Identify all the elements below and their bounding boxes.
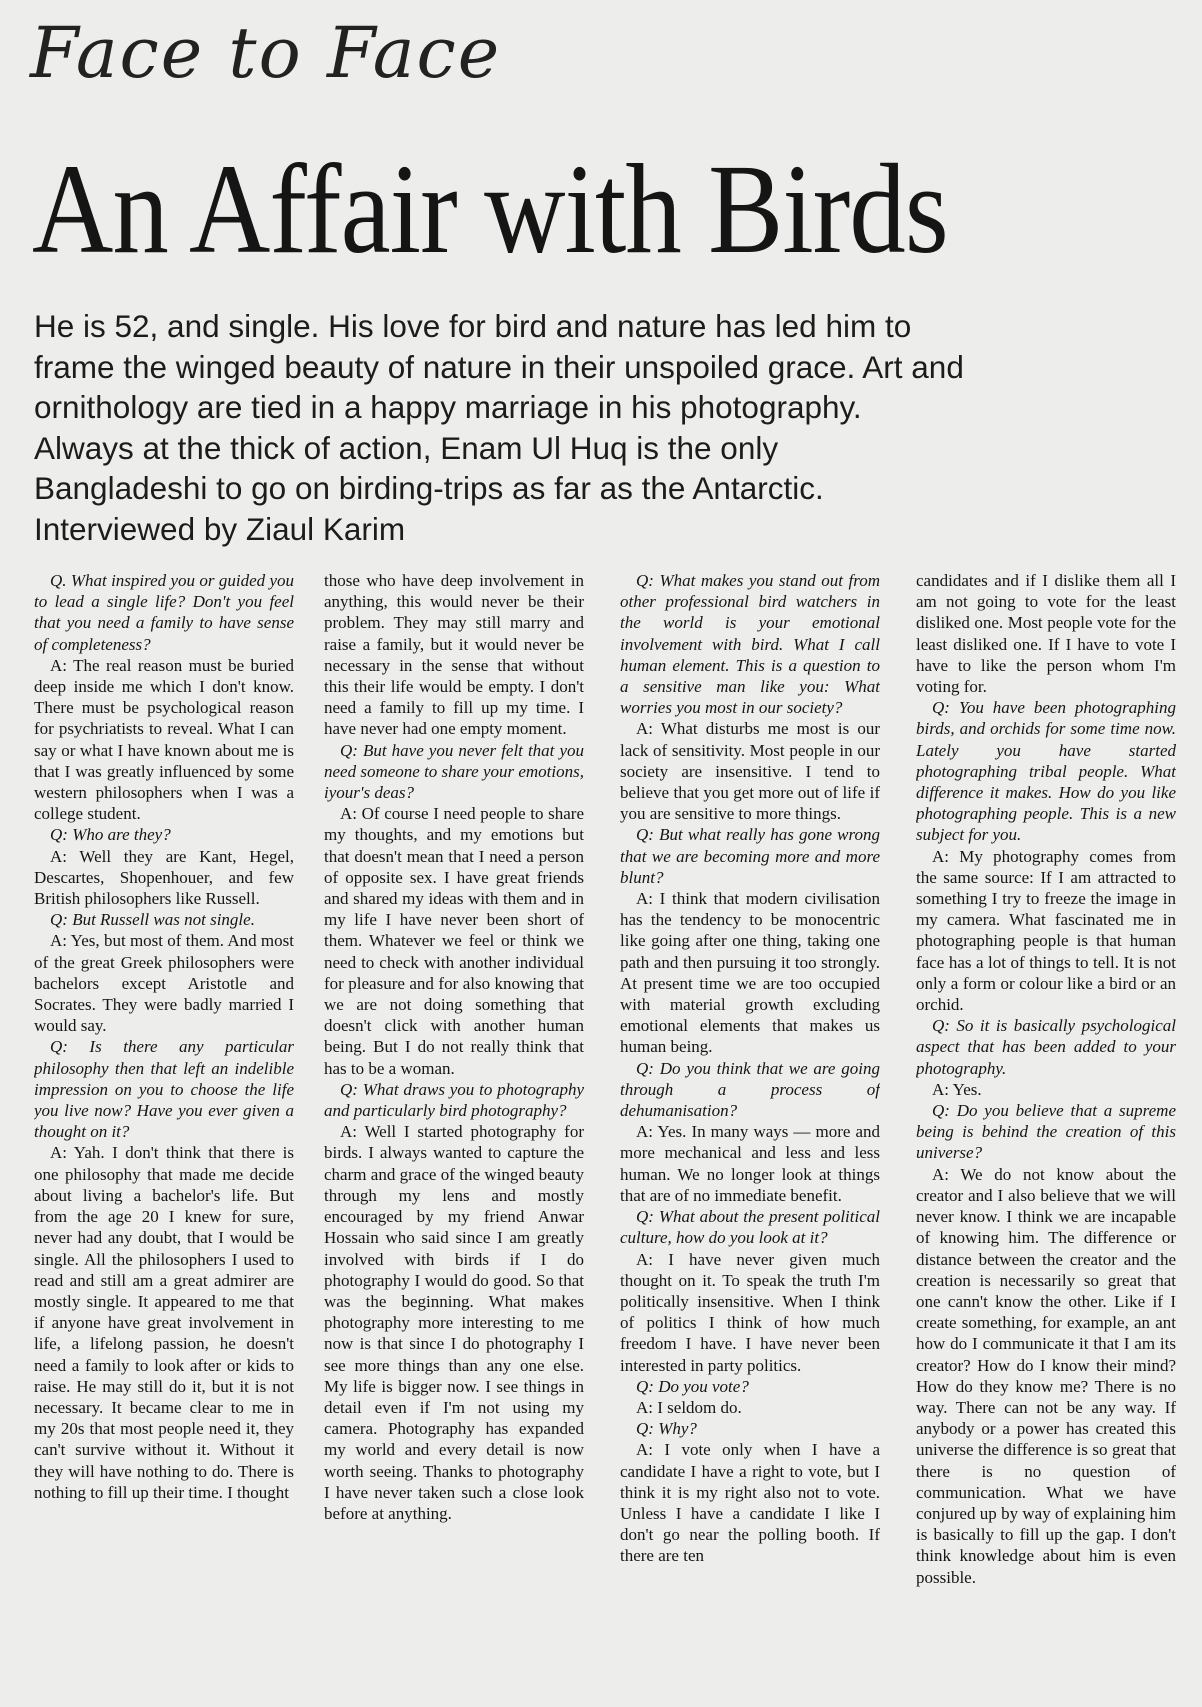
paragraph: Q: What draws you to photography and particularly bird photography?	[324, 1079, 584, 1121]
paragraph: A: We do not know about the creator and I also believe that we will never know. I think we are incapable of knowing him. The difference or distance between the creator and the creation is necessarily so great that one cann't know the other. Like if I create something, for example, an ant how do I communicate it that I am its creator? How do I know their mind? How do they know me? There is no way. There can not be any way. If anybody or a power has created this universe the difference is so great that there is no question of communication. What we have conjured up by way of explaining him is basically to fill up the gap. I don't think knowledge about him is even possible.	[916, 1164, 1176, 1587]
paragraph: Q: Do you vote?	[636, 1376, 749, 1396]
paragraph: A: My photography comes from the same source: If I am attracted to something I try to freeze the image in my camera. What fascinated me in photographing people is that human face has a lot of things to tell. It is not only a form or colour like a bird or an orchid.	[916, 846, 1176, 1015]
standfirst	[34, 306, 1139, 549]
column-3	[620, 570, 880, 1700]
paragraph: A: What disturbs me most is our lack of sensitivity. Most people in our society are insensitive. I tend to believe that you get more out of life if you are sensitive to more things.	[620, 719, 880, 824]
paragraph: Q: But have you never felt that you need someone to share your emotions, iyour's deas?	[324, 740, 584, 803]
paragraph: Q: Do you believe that a supreme being is behind the creation of this universe?	[916, 1101, 1176, 1163]
paragraph: Q: What about the present political culture, how do you look at it?	[620, 1207, 880, 1248]
column-2	[324, 570, 584, 1700]
paragraph: A: I seldom do.	[636, 1397, 742, 1417]
paragraph: Q: So it is basically psychological aspect that has been added to your photography.	[916, 1016, 1176, 1078]
paragraph: Q: You have been photographing birds, and orchids for some time now. Lately you have started photographing tribal people. What difference it makes. How do you like photographing people. This is a new subject for you.	[916, 698, 1176, 845]
paragraph: A: Well I started photography for birds. I always wanted to capture the charm and grace of the winged beauty through my lens and mostly encouraged by my friend Anwar Hossain who said since I am greatly involved with birds if I do photography I would do good. So that was the beginning. What makes photography more interesting to me now is that since I do photography I see more things than any one else. My life is bigger now. I see things in detail even if I'm not using my camera. Photography has expanded my world and every detail is now worth seeing. Thanks to photography I have never taken such a close look before at anything.	[324, 1122, 584, 1523]
standfirst-line: He is 52, and single. His love for bird and nature has led him to	[34, 308, 912, 344]
column-1	[34, 570, 294, 1700]
paragraph: Q: Why?	[636, 1419, 697, 1439]
standfirst-line: frame the winged beauty of nature in their unspoiled grace. Art and	[34, 348, 964, 385]
interview-columns	[34, 570, 1184, 1700]
paragraph: Q. What inspired you or guided you to lead a single life? Don't you feel that you need a family to have sense of completeness?	[34, 571, 294, 654]
standfirst-line: Always at the thick of action, Enam Ul Huq is the only	[34, 429, 779, 466]
paragraph: A: I think that modern civilisation has the tendency to be monocentric like going after one thing, taking one path and then pursuing it too strongly. At present time we are too occupied with material growth excluding emotional elements that makes us human being.	[620, 889, 880, 1057]
standfirst-line: Bangladeshi to go on birding-trips as far as the Antarctic.	[34, 470, 824, 506]
paragraph: A: I have never given much thought on it. To speak the truth I'm politically insensitive. When I think of politics I think of how much freedom I have. I have never been interested in party politics.	[620, 1249, 880, 1375]
column-4	[916, 570, 1176, 1700]
headline: An Affair with Birds	[32, 138, 948, 280]
paragraph: A: Well they are Kant, Hegel, Descartes, Shopenhouer, and few British philosophers like Russell.	[34, 846, 294, 909]
paragraph: A: Yes.	[932, 1079, 982, 1099]
paragraph: A: Yes. In many ways — more and more mechanical and less and less human. We no longer look at things that are of no immediate benefit.	[620, 1122, 880, 1205]
paragraph: A: Yah. I don't think that there is one philosophy that made me decide about living a bachelor's life. But from the age 20 I knew for sure, never had any doubt, that I would be single. All the philosophers I used to read and still am a great admirer are mostly single. It appeared to me that if anyone have great involvement in life, a lifelong passion, he doesn't need a family to look after or kids to raise. He may still do it, but it is not necessary. It became clear to me in my 20s that most people need it, they can't survive without it. Without it they will have nothing to do. There is nothing to fill up their time. I thought	[34, 1143, 294, 1502]
paragraph: Q: But what really has gone wrong that we are becoming more and more blunt?	[620, 825, 880, 887]
standfirst-byline: Interviewed by Ziaul Karim	[34, 510, 406, 547]
paragraph: A: Yes, but most of them. And most of the great Greek philosophers were bachelors except Aristotle and Socrates. They were badly married I would say.	[34, 931, 294, 1036]
paragraph: A: Of course I need people to share my thoughts, and my emotions but that doesn't mean that I need a person of opposite sex. I have great friends and shared my ideas with them and in my life I have never been short of them. Whatever we feel or think we need to check with another individual for pleasure and for also knowing that we are not doing something that doesn't click with another human being. But I do not really think that has to be a woman.	[324, 804, 584, 1078]
paragraph: Q: What makes you stand out from other professional bird watchers in the world is your emotional involvement with bird. What I call human element. This is a question to a sensitive man like you: What worries you most in our society?	[620, 571, 880, 718]
paragraph: A: I vote only when I have a candidate I have a right to vote, but I think it is my right also not to vote. Unless I have a candidate I like I don't go near the polling booth. If there are ten	[620, 1440, 880, 1566]
paragraph: those who have deep involvement in anything, this would never be their problem. They may still marry and raise a family, but it would never be necessary in the sense that without this their life would be empty. I don't need a family to fill up my time. I have never had one empty moment.	[324, 571, 584, 739]
section-kicker: Face to Face	[30, 12, 502, 94]
paragraph: Q: But Russell was not single.	[50, 910, 255, 930]
paragraph: candidates and if I dislike them all I am not going to vote for the least disliked one. Most people vote for the least disliked one. If I have to vote I have to like the person whom I'm voting for.	[916, 571, 1176, 697]
paragraph: Q: Who are they?	[50, 825, 171, 845]
paragraph: A: The real reason must be buried deep inside me which I don't know. There must be psychological reason for psychriatists to reveal. What I can say or what I have known about me is that I was greatly influenced by some western philosophers when I was a college student.	[34, 655, 294, 824]
paragraph: Q: Do you think that we are going through a process of dehumanisation?	[620, 1058, 880, 1121]
standfirst-line: ornithology are tied in a happy marriage in his photography.	[34, 389, 862, 425]
paragraph: Q: Is there any particular philosophy then that left an indelible impression on you to choose the life you live now? Have you ever given a thought on it?	[34, 1037, 294, 1142]
